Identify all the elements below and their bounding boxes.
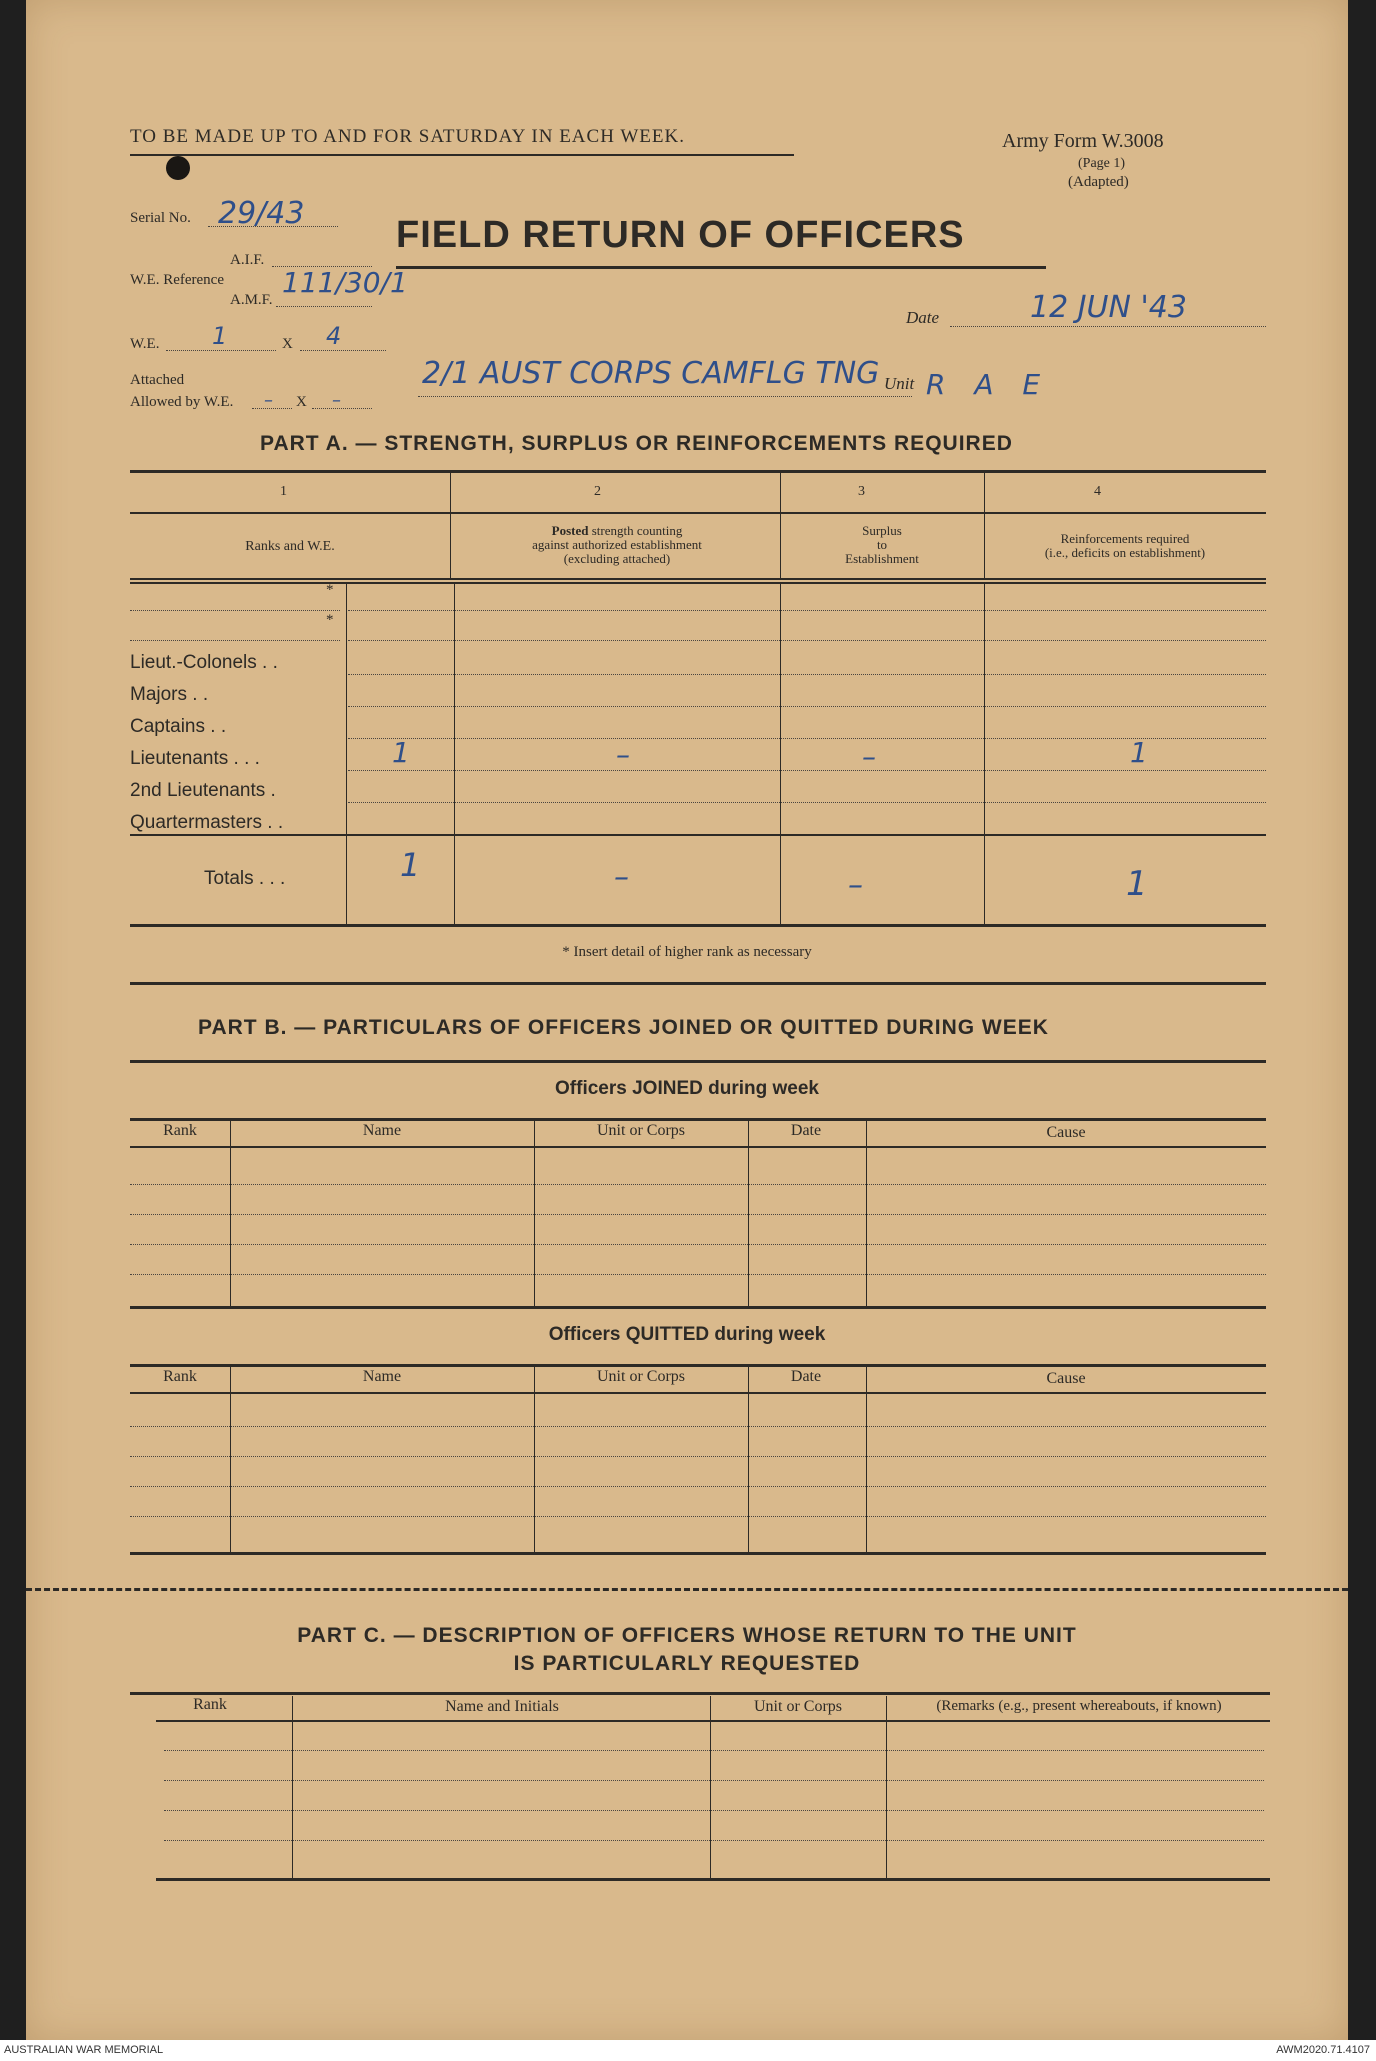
rank-row-2nd-lieutenants xyxy=(130,780,350,802)
body-divider-1 xyxy=(454,582,455,924)
rank-row-captains xyxy=(130,716,350,738)
quitted-row-rule xyxy=(130,1486,1266,1487)
title-underline xyxy=(396,266,1046,269)
joined-col-unit: Unit or Corps xyxy=(597,1122,685,1139)
allowed-dotline-2 xyxy=(312,408,372,409)
part-b-top-rule xyxy=(130,1060,1266,1063)
joined-title: Officers JOINED during week xyxy=(555,1078,819,1099)
star-row-1-mark: * xyxy=(326,582,334,598)
joined-row-rule xyxy=(130,1184,1266,1185)
col4-head xyxy=(984,532,1266,560)
part-c-title-line1: PART C. — DESCRIPTION OF OFFICERS WHOSE RETURN TO THE UNIT xyxy=(297,1624,1077,1647)
archive-footer xyxy=(0,2040,1376,2061)
footnote-rule xyxy=(130,982,1266,985)
we-value-2: 4 xyxy=(326,322,342,350)
part-c-title-line2: IS PARTICULARLY REQUESTED xyxy=(513,1652,861,1675)
rank-suffix: . . xyxy=(267,812,284,833)
we-dotline-1 xyxy=(166,350,276,351)
part-c-divider-2 xyxy=(710,1696,711,1880)
serial-value: 29/43 xyxy=(218,196,305,231)
col4-head-line1: Reinforcements required xyxy=(1060,531,1190,546)
attached-label: Attached xyxy=(130,372,185,388)
amf-label: A.M.F. xyxy=(230,292,273,308)
quitted-col-date: Date xyxy=(790,1368,822,1385)
quitted-divider-1 xyxy=(230,1364,231,1554)
part-a-bottom-rule xyxy=(130,924,1266,927)
part-a-footnote: * Insert detail of higher rank as necessary xyxy=(562,944,812,960)
part-c-divider-3 xyxy=(886,1696,887,1880)
rank-suffix: . . xyxy=(192,684,209,705)
punch-hole xyxy=(166,156,190,180)
part-c-row-rule xyxy=(164,1840,1264,1841)
col-number-rule xyxy=(130,512,1266,514)
col2-head-line3: (excluding attached) xyxy=(563,551,671,566)
row-rule xyxy=(348,640,1266,641)
col4-head-line2: (i.e., deficits on establishment) xyxy=(1044,545,1206,560)
row-rule xyxy=(348,706,1266,707)
joined-row-rule xyxy=(130,1244,1266,1245)
allowed-value-2: – xyxy=(332,390,341,411)
part-c-bottom-rule xyxy=(156,1878,1270,1881)
star-row-2-dotline xyxy=(130,640,340,641)
rank-label: Quartermasters xyxy=(130,812,262,833)
quitted-top-rule xyxy=(130,1364,1266,1367)
part-c-col-remarks: (Remarks (e.g., present whereabouts, if known) xyxy=(936,1698,1222,1714)
totals-label xyxy=(204,868,285,890)
rank-suffix: . . xyxy=(210,716,227,737)
instruction-underline xyxy=(130,154,794,156)
head-divider-1 xyxy=(450,470,451,578)
totals-top-rule xyxy=(130,834,1266,836)
quitted-col-unit: Unit or Corps xyxy=(597,1368,685,1385)
col-number-2: 2 xyxy=(594,484,601,499)
unit-value: R A E xyxy=(926,368,1051,401)
form-title: FIELD RETURN OF OFFICERS xyxy=(396,214,965,256)
rank-row-majors xyxy=(130,684,350,706)
footer-left: AUSTRALIAN WAR MEMORIAL xyxy=(4,2044,164,2056)
star-row-1-dotline xyxy=(130,610,340,611)
totals-surplus: – xyxy=(848,868,863,903)
quitted-col-cause: Cause xyxy=(1046,1370,1086,1387)
part-c-row-rule xyxy=(164,1780,1264,1781)
unit-name-dotline xyxy=(418,396,912,397)
allowed-x: X xyxy=(296,394,307,410)
we-dotline-2 xyxy=(300,350,386,351)
part-c-col-unit: Unit or Corps xyxy=(754,1698,842,1715)
row-rule xyxy=(348,610,1266,611)
date-label: Date xyxy=(906,308,940,327)
body-top-rule xyxy=(130,582,1266,584)
form-adapted: (Adapted) xyxy=(1068,174,1129,190)
allowed-label: Allowed by W.E. xyxy=(130,394,234,410)
body-divider-3 xyxy=(984,582,985,924)
part-c-row-rule xyxy=(164,1750,1264,1751)
lieutenants-we: 1 xyxy=(392,736,410,769)
rank-suffix: . . . xyxy=(233,748,260,769)
quitted-bottom-rule xyxy=(130,1552,1266,1555)
col2-head xyxy=(452,524,782,566)
col2-head-bold: Posted xyxy=(551,523,589,538)
head-divider-2 xyxy=(780,470,781,578)
joined-col-name: Name xyxy=(362,1122,402,1139)
part-c-row-rule xyxy=(164,1810,1264,1811)
part-c-head-rule xyxy=(156,1720,1270,1722)
totals-suffix: . . xyxy=(269,868,286,889)
part-c-col-name: Name and Initials xyxy=(445,1698,559,1715)
unit-name-value: 2/1 AUST CORPS CAMFLG TNG xyxy=(422,356,880,391)
rank-row-lieutenants xyxy=(130,748,350,770)
lieutenants-surplus: – xyxy=(862,740,876,773)
amf-dotline xyxy=(276,306,372,307)
joined-divider-4 xyxy=(866,1118,867,1308)
quitted-title: Officers QUITTED during week xyxy=(548,1324,826,1345)
totals-we: 1 xyxy=(400,846,421,884)
footer-right: AWM2020.71.4107 xyxy=(1276,2044,1370,2056)
part-b-title: PART B. — PARTICULARS OF OFFICERS JOINED OR QUITTED DURING WEEK xyxy=(198,1016,1049,1039)
header-bottom-rule xyxy=(130,578,1266,580)
serial-label: Serial No. xyxy=(130,210,191,226)
col2-head-line2: against authorized establishment xyxy=(532,537,702,552)
form-name: Army Form W.3008 xyxy=(1002,130,1164,152)
totals-reinf: 1 xyxy=(1126,864,1148,904)
we-reference-value: 111/30/1 xyxy=(282,266,408,299)
col2-head-rest: strength counting xyxy=(588,523,683,538)
rank-label: Lieut.-Colonels xyxy=(130,652,257,673)
we-x: X xyxy=(282,336,293,352)
rank-suffix: . . xyxy=(262,652,278,673)
form-page: (Page 1) xyxy=(1078,156,1126,171)
rank-label: Lieutenants xyxy=(130,748,229,769)
part-c-divider-1 xyxy=(292,1696,293,1880)
col3-head-line3: Establishment xyxy=(845,551,919,566)
quitted-col-rank: Rank xyxy=(163,1368,197,1385)
joined-bottom-rule xyxy=(130,1306,1266,1309)
row-rule xyxy=(348,802,1266,803)
col3-head-line2: to xyxy=(876,537,888,552)
col-number-3: 3 xyxy=(858,484,865,499)
rank-row-quartermasters xyxy=(130,812,350,834)
part-a-title: PART A. — STRENGTH, SURPLUS OR REINFORCEMENTS REQUIRED xyxy=(260,432,1013,455)
star-row-2-mark: * xyxy=(326,612,334,628)
allowed-value-1: – xyxy=(264,390,273,411)
lieutenants-posted: – xyxy=(616,738,630,771)
quitted-col-name: Name xyxy=(362,1368,402,1385)
date-value: 12 JUN '43 xyxy=(1030,290,1187,325)
totals-label-text: Totals . xyxy=(204,868,265,889)
body-divider-2 xyxy=(780,582,781,924)
totals-posted: – xyxy=(614,860,629,895)
col1-head: Ranks and W.E. xyxy=(245,539,335,554)
col-number-4: 4 xyxy=(1094,484,1101,499)
aif-label: A.I.F. xyxy=(230,252,265,268)
lieutenants-reinf: 1 xyxy=(1130,736,1148,769)
joined-row-rule xyxy=(130,1274,1266,1275)
we-value-1: 1 xyxy=(212,322,228,350)
perforation-line xyxy=(26,1588,1348,1591)
quitted-row-rule xyxy=(130,1456,1266,1457)
quitted-row-rule xyxy=(130,1426,1266,1427)
quitted-divider-4 xyxy=(866,1364,867,1554)
joined-head-rule xyxy=(130,1146,1266,1148)
joined-top-rule xyxy=(130,1118,1266,1121)
head-divider-3 xyxy=(984,470,985,578)
quitted-divider-3 xyxy=(748,1364,749,1554)
col3-head-line1: Surplus xyxy=(862,523,902,538)
part-c-top-rule xyxy=(130,1692,1270,1695)
rank-suffix: . xyxy=(270,780,276,801)
unit-label: Unit xyxy=(884,374,915,393)
row-rule xyxy=(348,770,1266,771)
joined-divider-1 xyxy=(230,1118,231,1308)
rank-label: Captains xyxy=(130,716,205,737)
we-reference-label: W.E. Reference xyxy=(130,272,224,288)
joined-divider-2 xyxy=(534,1118,535,1308)
instruction-text: TO BE MADE UP TO AND FOR SATURDAY IN EACH WEEK. xyxy=(130,126,685,147)
form-page xyxy=(26,0,1348,2040)
row-rule xyxy=(348,674,1266,675)
joined-row-rule xyxy=(130,1214,1266,1215)
quitted-head-rule xyxy=(130,1392,1266,1394)
col3-head xyxy=(782,524,982,566)
rank-label: 2nd Lieutenants xyxy=(130,780,266,801)
joined-col-cause: Cause xyxy=(1046,1124,1086,1141)
joined-col-date: Date xyxy=(790,1122,822,1139)
joined-divider-3 xyxy=(748,1118,749,1308)
quitted-row-rule xyxy=(130,1516,1266,1517)
we-label: W.E. xyxy=(130,336,160,352)
rank-row-lieut-colonels xyxy=(130,652,350,674)
row-rule xyxy=(348,738,1266,739)
date-dotline xyxy=(950,326,1266,327)
rank-label: Majors xyxy=(130,684,188,705)
part-a-top-rule xyxy=(130,470,1266,473)
joined-col-rank: Rank xyxy=(163,1122,197,1139)
quitted-divider-2 xyxy=(534,1364,535,1554)
part-c-col-rank: Rank xyxy=(193,1696,227,1713)
col-number-1: 1 xyxy=(280,484,287,499)
